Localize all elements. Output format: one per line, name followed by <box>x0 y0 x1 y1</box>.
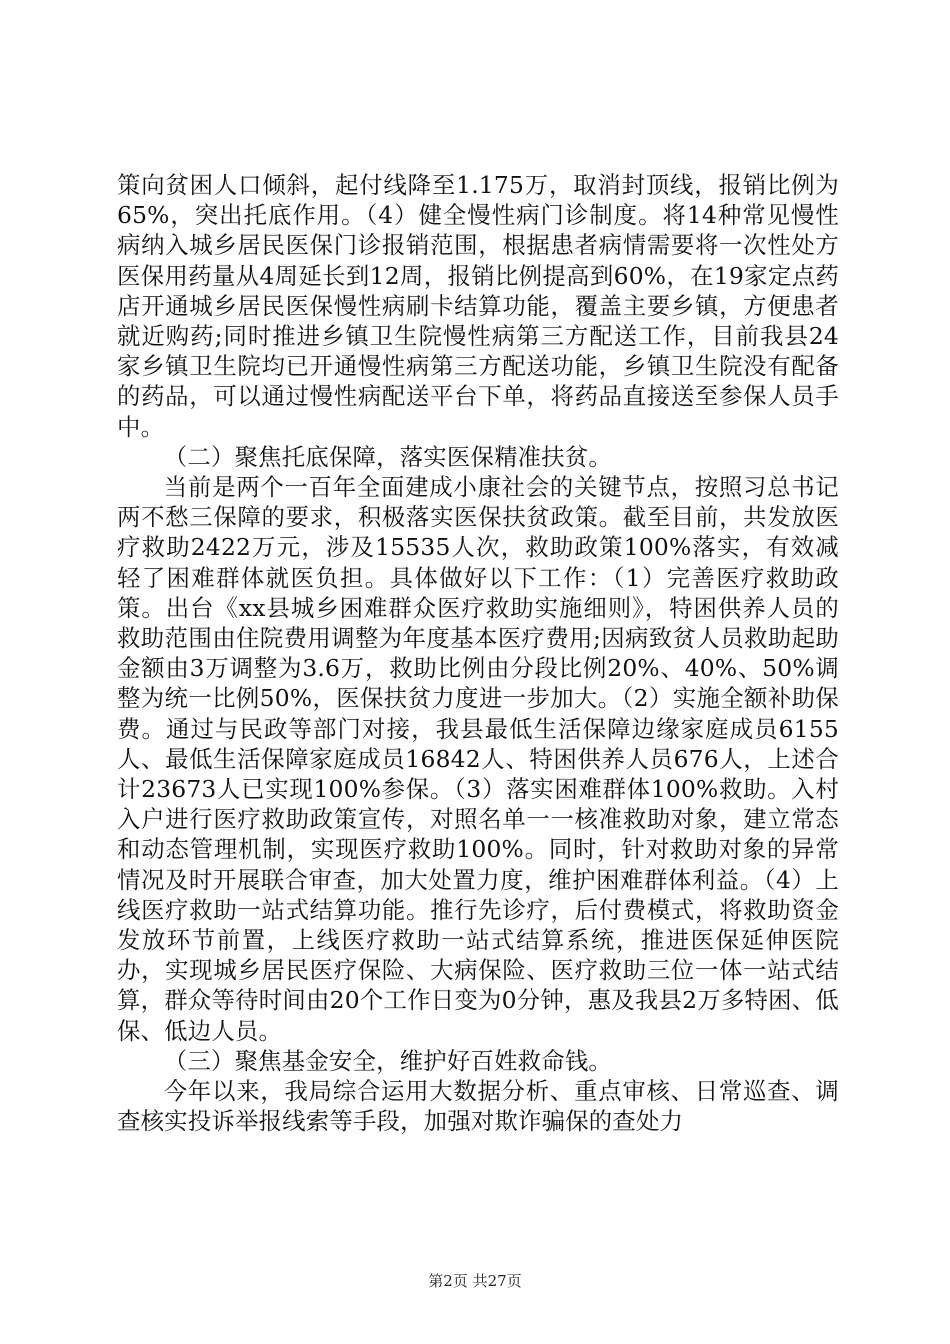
page-number-label: 第2页 共27页 <box>428 1272 522 1290</box>
section-heading-3: （三）聚焦基金安全，维护好百姓救命钱。 <box>163 1046 613 1075</box>
paragraph-2: 当前是两个一百年全面建成小康社会的关键节点，按照习总书记两不愁三保障的要求，积极落实医保扶贫政策。截至目前，共发放医疗救助2422万元，涉及15535人次，救助政策100%落实，有效减轻了困难群体就医负担。具体做好以下工作：（1）完善医疗救助政策。出台《xx县城乡困难群众医疗救助实施细则》，特困供养人员的救助范围由住院费用调整为年度基本医疗费用;因病致贫人员救助起助金额由3万调整为3.6万，救助比例由分段比例20%、40%、50%调整为统一比例50%，医保扶贫力度进一步加大。（2）实施全额补助保费。通过与民政等部门对接，我县最低生活保障边缘家庭成员6155人、最低生活保障家庭成员16842人、特困供养人员676人，上述合计23673人已实现100%参保。（3）落实困难群体100%救助。入村入户进行医疗救助政策宣传，对照名单一一核准救助对象，建立常态和动态管理机制，实现医疗救助100%。同时，针对救助对象的异常情况及时开展联合审查，加大处置力度，维护困难群体利益。（4）上线医疗救助一站式结算功能。推行先诊疗，后付费模式，将救助资金发放环节前置，上线医疗救助一站式结算系统，推进医保延伸医院办，实现城乡居民医疗保险、大病保险、医疗救助三位一体一站式结算，群众等待时间由20个工作日变为0分钟，惠及我县2万多特困、低保、低边人员。 <box>117 473 839 1045</box>
section-heading-2: （二）聚焦托底保障，落实医保精准扶贫。 <box>163 442 613 471</box>
page-footer <box>0 1271 950 1291</box>
paragraph-3: 今年以来，我局综合运用大数据分析、重点审核、日常巡查、调查核实投诉举报线索等手段，加强对欺诈骗保的查处力 <box>117 1077 839 1136</box>
paragraph-1-continuation: 策向贫困人口倾斜，起付线降至1.175万，取消封顶线，报销比例为65%，突出托底作用。（4）健全慢性病门诊制度。将14种常见慢性病纳入城乡居民医保门诊报销范围，根据患者病情需要将一次性处方医保用药量从4周延长到12周，报销比例提高到60%，在19家定点药店开通城乡居民医保慢性病刷卡结算功能，覆盖主要乡镇，方便患者就近购药;同时推进乡镇卫生院慢性病第三方配送工作，目前我县24家乡镇卫生院均已开通慢性病第三方配送功能，乡镇卫生院没有配备的药品，可以通过慢性病配送平台下单，将药品直接送至参保人员手中。 <box>117 171 839 441</box>
document-body <box>117 170 839 1137</box>
